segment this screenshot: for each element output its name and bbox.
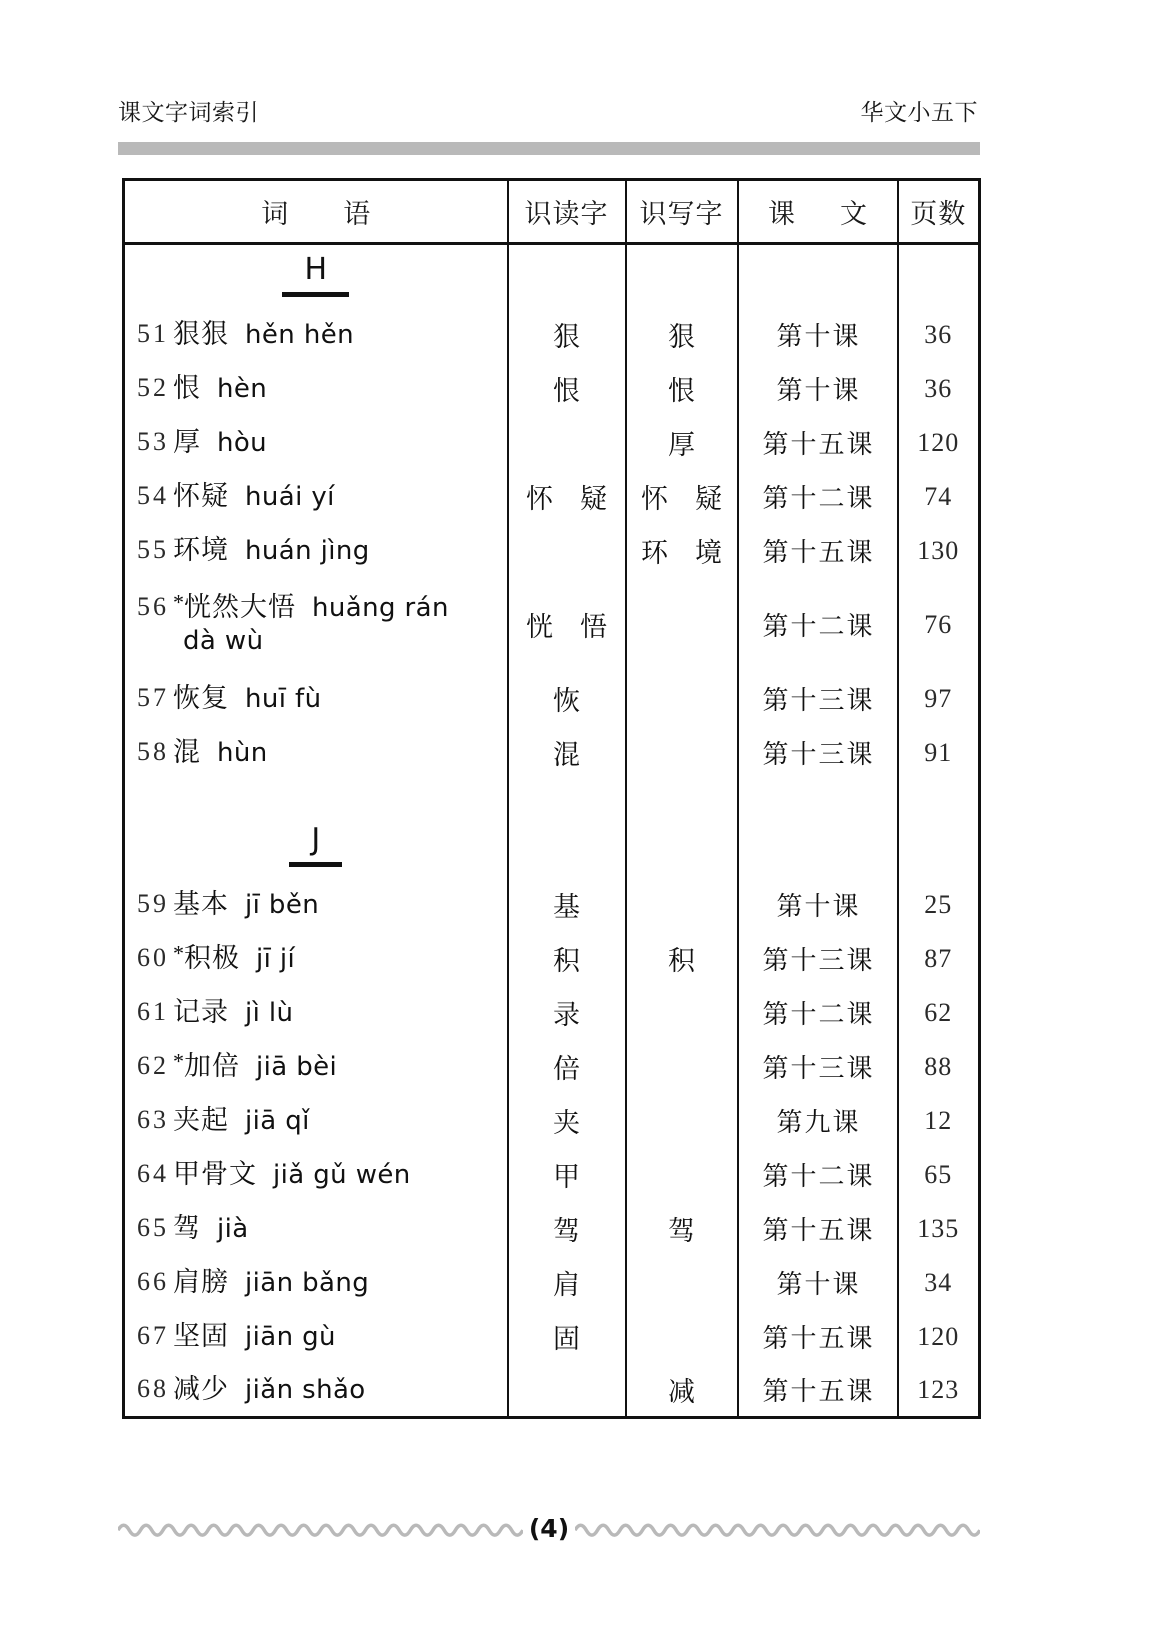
entry-word-cell bbox=[124, 416, 508, 470]
entry-pinyin: jī běn bbox=[245, 889, 320, 920]
section-letter-spacer-cell bbox=[508, 814, 626, 878]
page-number-cell: 88 bbox=[898, 1040, 980, 1094]
lesson-reference-cell: 第十二课 bbox=[738, 470, 898, 524]
recognize-write-character-cell: 狠 bbox=[626, 308, 738, 362]
entry-word-cell bbox=[124, 932, 508, 986]
entry-number: 52 bbox=[137, 372, 169, 402]
section-gap-cell bbox=[738, 780, 898, 814]
entry-headword: 坚固 bbox=[173, 1320, 229, 1352]
table-row bbox=[124, 1256, 980, 1310]
entry-number: 65 bbox=[137, 1212, 169, 1242]
entry-word-cell bbox=[124, 986, 508, 1040]
running-head-right-title: 华文小五下 bbox=[860, 99, 978, 126]
page-number-cell: 123 bbox=[898, 1364, 980, 1418]
entry-headword: 恍然大悟 bbox=[184, 592, 296, 624]
recognize-write-character-cell bbox=[626, 1256, 738, 1310]
entry-headword: 怀疑 bbox=[173, 480, 229, 512]
new-word-asterisk: * bbox=[173, 1048, 184, 1074]
section-letter-cell bbox=[124, 814, 508, 878]
entry-pinyin: hùn bbox=[217, 737, 268, 768]
section-letter-cell bbox=[124, 244, 508, 308]
lesson-reference-cell: 第十二课 bbox=[738, 986, 898, 1040]
section-letter-spacer-cell bbox=[738, 814, 898, 878]
recognize-write-character-cell bbox=[626, 672, 738, 726]
lesson-reference-cell: 第十三课 bbox=[738, 1040, 898, 1094]
recognize-write-character-cell: 厚 bbox=[626, 416, 738, 470]
column-header-write: 识写字 bbox=[626, 180, 738, 244]
lesson-reference-cell: 第十课 bbox=[738, 308, 898, 362]
column-header-pagenum: 页数 bbox=[898, 180, 980, 244]
page-number-cell: 91 bbox=[898, 726, 980, 780]
table-row bbox=[124, 986, 980, 1040]
lesson-reference-cell: 第九课 bbox=[738, 1094, 898, 1148]
entry-number: 54 bbox=[137, 480, 169, 510]
section-gap-cell bbox=[508, 780, 626, 814]
entry-headword: 环境 bbox=[173, 534, 229, 566]
entry-word-cell bbox=[124, 672, 508, 726]
entry-pinyin: jī jí bbox=[256, 943, 296, 974]
entry-number: 55 bbox=[137, 534, 169, 564]
entry-pinyin: huái yí bbox=[245, 481, 335, 512]
entry-headword: 驾 bbox=[173, 1212, 201, 1244]
lesson-reference-cell: 第十二课 bbox=[738, 578, 898, 672]
entry-pinyin: huán jìng bbox=[245, 535, 370, 566]
recognize-write-character-cell: 驾 bbox=[626, 1202, 738, 1256]
entry-number: 60 bbox=[137, 942, 169, 972]
entry-word-cell bbox=[124, 1310, 508, 1364]
page-number-cell: 130 bbox=[898, 524, 980, 578]
recognize-write-character-cell bbox=[626, 1310, 738, 1364]
vocabulary-index-table bbox=[122, 178, 981, 1419]
entry-headword: 恢复 bbox=[173, 682, 229, 714]
table-row bbox=[124, 1364, 980, 1418]
entry-number: 59 bbox=[137, 888, 169, 918]
entry-number: 67 bbox=[137, 1320, 169, 1350]
table-body bbox=[124, 244, 980, 1418]
recognize-read-character-cell: 混 bbox=[508, 726, 626, 780]
entry-headword: 厚 bbox=[173, 426, 201, 458]
lesson-reference-cell: 第十五课 bbox=[738, 524, 898, 578]
entry-pinyin: jià bbox=[217, 1213, 249, 1244]
recognize-read-character-cell bbox=[508, 524, 626, 578]
entry-headword: 记录 bbox=[173, 996, 229, 1028]
column-header-lesson: 课 文 bbox=[738, 180, 898, 244]
recognize-write-character-cell bbox=[626, 578, 738, 672]
entry-word-cell bbox=[124, 878, 508, 932]
entry-number: 56 bbox=[137, 592, 169, 622]
recognize-read-character-cell: 甲 bbox=[508, 1148, 626, 1202]
table-row bbox=[124, 416, 980, 470]
lesson-reference-cell: 第十三课 bbox=[738, 726, 898, 780]
entry-word-cell bbox=[124, 1148, 508, 1202]
recognize-read-character-cell: 驾 bbox=[508, 1202, 626, 1256]
lesson-reference-cell: 第十课 bbox=[738, 878, 898, 932]
entry-word-cell bbox=[124, 362, 508, 416]
entry-pinyin: jiǎn shǎo bbox=[245, 1374, 366, 1405]
page-footer bbox=[118, 1500, 980, 1556]
table-row bbox=[124, 308, 980, 362]
recognize-write-character-cell: 环 境 bbox=[626, 524, 738, 578]
table-row bbox=[124, 726, 980, 780]
section-letter-spacer-cell bbox=[898, 244, 980, 308]
table-row bbox=[124, 932, 980, 986]
entry-headword: 基本 bbox=[173, 888, 229, 920]
section-letter-row bbox=[124, 814, 980, 878]
entry-pinyin: jiān gù bbox=[245, 1321, 336, 1352]
table-row bbox=[124, 1040, 980, 1094]
entry-headword: 混 bbox=[173, 736, 201, 768]
new-word-asterisk: * bbox=[173, 589, 184, 615]
recognize-write-character-cell bbox=[626, 1094, 738, 1148]
entry-number: 57 bbox=[137, 682, 169, 712]
entry-headword: 加倍 bbox=[184, 1050, 240, 1082]
lesson-reference-cell: 第十五课 bbox=[738, 416, 898, 470]
recognize-read-character-cell: 恢 bbox=[508, 672, 626, 726]
lesson-reference-cell: 第十三课 bbox=[738, 932, 898, 986]
entry-word-cell bbox=[124, 578, 508, 672]
table-row bbox=[124, 672, 980, 726]
section-gap-cell bbox=[898, 780, 980, 814]
entry-number: 64 bbox=[137, 1158, 169, 1188]
recognize-write-character-cell: 积 bbox=[626, 932, 738, 986]
page-number-cell: 12 bbox=[898, 1094, 980, 1148]
column-header-read: 识读字 bbox=[508, 180, 626, 244]
recognize-write-character-cell bbox=[626, 1040, 738, 1094]
page-number-cell: 65 bbox=[898, 1148, 980, 1202]
entry-word-cell bbox=[124, 1364, 508, 1418]
section-gap-cell bbox=[124, 780, 508, 814]
lesson-reference-cell: 第十五课 bbox=[738, 1364, 898, 1418]
entry-word-cell bbox=[124, 1040, 508, 1094]
page-number-cell: 25 bbox=[898, 878, 980, 932]
recognize-read-character-cell bbox=[508, 1364, 626, 1418]
recognize-read-character-cell: 肩 bbox=[508, 1256, 626, 1310]
index-table-wrapper bbox=[122, 178, 978, 1419]
wave-rule-left bbox=[118, 1517, 523, 1539]
section-letter-spacer-cell bbox=[738, 244, 898, 308]
column-header-word: 词 语 bbox=[124, 180, 508, 244]
page-folio-number: (4) bbox=[528, 1513, 570, 1543]
page-number-cell: 34 bbox=[898, 1256, 980, 1310]
page-number-cell: 76 bbox=[898, 578, 980, 672]
entry-headword: 狠狠 bbox=[173, 318, 229, 350]
entry-pinyin: hěn hěn bbox=[245, 319, 354, 350]
recognize-read-character-cell: 录 bbox=[508, 986, 626, 1040]
page-number-cell: 62 bbox=[898, 986, 980, 1040]
running-head bbox=[118, 88, 978, 132]
entry-number: 58 bbox=[137, 736, 169, 766]
section-letter-label: J bbox=[289, 825, 342, 867]
recognize-read-character-cell bbox=[508, 416, 626, 470]
lesson-reference-cell: 第十三课 bbox=[738, 672, 898, 726]
entry-number: 63 bbox=[137, 1104, 169, 1134]
page-number-cell: 120 bbox=[898, 416, 980, 470]
section-gap-cell bbox=[626, 780, 738, 814]
recognize-read-character-cell: 恍 悟 bbox=[508, 578, 626, 672]
entry-pinyin: jiǎ gǔ wén bbox=[273, 1159, 411, 1190]
section-letter-spacer-cell bbox=[508, 244, 626, 308]
lesson-reference-cell: 第十课 bbox=[738, 362, 898, 416]
recognize-read-character-cell: 积 bbox=[508, 932, 626, 986]
entry-pinyin: jiā bèi bbox=[256, 1051, 338, 1082]
recognize-write-character-cell: 减 bbox=[626, 1364, 738, 1418]
lesson-reference-cell: 第十二课 bbox=[738, 1148, 898, 1202]
entry-headword: 甲骨文 bbox=[173, 1158, 257, 1190]
entry-word-cell bbox=[124, 308, 508, 362]
recognize-write-character-cell bbox=[626, 726, 738, 780]
lesson-reference-cell: 第十五课 bbox=[738, 1202, 898, 1256]
entry-headword: 积极 bbox=[184, 942, 240, 974]
entry-number: 62 bbox=[137, 1050, 169, 1080]
entry-number: 51 bbox=[137, 318, 169, 348]
page-number-cell: 36 bbox=[898, 362, 980, 416]
entry-pinyin: huǎng rán bbox=[312, 593, 449, 624]
lesson-reference-cell: 第十五课 bbox=[738, 1310, 898, 1364]
entry-number: 53 bbox=[137, 426, 169, 456]
section-letter-spacer-cell bbox=[898, 814, 980, 878]
lesson-reference-cell: 第十课 bbox=[738, 1256, 898, 1310]
section-letter-row bbox=[124, 244, 980, 308]
table-row bbox=[124, 362, 980, 416]
entry-word-cell bbox=[124, 524, 508, 578]
table-header-row bbox=[124, 180, 980, 244]
entry-number: 61 bbox=[137, 996, 169, 1026]
entry-headword: 肩膀 bbox=[173, 1266, 229, 1298]
entry-headword: 夹起 bbox=[173, 1104, 229, 1136]
table-row bbox=[124, 470, 980, 524]
entry-pinyin-continued: dà wù bbox=[183, 626, 264, 657]
entry-word-cell bbox=[124, 726, 508, 780]
entry-pinyin: hòu bbox=[217, 427, 268, 458]
page-number-cell: 135 bbox=[898, 1202, 980, 1256]
section-letter-spacer-cell bbox=[626, 244, 738, 308]
table-row bbox=[124, 1148, 980, 1202]
section-gap-row bbox=[124, 780, 980, 814]
recognize-write-character-cell bbox=[626, 1148, 738, 1202]
entry-pinyin: hèn bbox=[217, 373, 268, 404]
page-number-cell: 97 bbox=[898, 672, 980, 726]
page-number-cell: 36 bbox=[898, 308, 980, 362]
page-number-cell: 74 bbox=[898, 470, 980, 524]
table-row bbox=[124, 1094, 980, 1148]
running-head-rule bbox=[118, 142, 980, 155]
entry-headword: 减少 bbox=[173, 1373, 229, 1405]
section-letter-spacer-cell bbox=[626, 814, 738, 878]
section-letter-label: H bbox=[282, 255, 349, 297]
table-row bbox=[124, 1310, 980, 1364]
entry-pinyin: jiān bǎng bbox=[245, 1267, 370, 1298]
entry-word-cell bbox=[124, 470, 508, 524]
new-word-asterisk: * bbox=[173, 940, 184, 966]
recognize-read-character-cell: 基 bbox=[508, 878, 626, 932]
entry-word-cell bbox=[124, 1094, 508, 1148]
page-number-cell: 120 bbox=[898, 1310, 980, 1364]
recognize-read-character-cell: 倍 bbox=[508, 1040, 626, 1094]
entry-number: 68 bbox=[137, 1373, 169, 1403]
entry-number: 66 bbox=[137, 1266, 169, 1296]
recognize-read-character-cell: 狠 bbox=[508, 308, 626, 362]
running-head-left-title: 课文字词索引 bbox=[118, 99, 259, 126]
table-row bbox=[124, 1202, 980, 1256]
recognize-read-character-cell: 夹 bbox=[508, 1094, 626, 1148]
entry-word-cell bbox=[124, 1256, 508, 1310]
recognize-write-character-cell: 恨 bbox=[626, 362, 738, 416]
table-row bbox=[124, 878, 980, 932]
table-row bbox=[124, 578, 980, 672]
entry-pinyin: jiā qǐ bbox=[245, 1105, 310, 1136]
recognize-read-character-cell: 固 bbox=[508, 1310, 626, 1364]
entry-word-cell bbox=[124, 1202, 508, 1256]
entry-pinyin: huī fù bbox=[245, 683, 322, 714]
wave-rule-right bbox=[575, 1517, 980, 1539]
recognize-write-character-cell bbox=[626, 986, 738, 1040]
entry-pinyin: jì lù bbox=[245, 997, 294, 1028]
recognize-read-character-cell: 怀 疑 bbox=[508, 470, 626, 524]
page-number-cell: 87 bbox=[898, 932, 980, 986]
entry-headword: 恨 bbox=[173, 372, 201, 404]
recognize-read-character-cell: 恨 bbox=[508, 362, 626, 416]
recognize-write-character-cell: 怀 疑 bbox=[626, 470, 738, 524]
recognize-write-character-cell bbox=[626, 878, 738, 932]
table-row bbox=[124, 524, 980, 578]
